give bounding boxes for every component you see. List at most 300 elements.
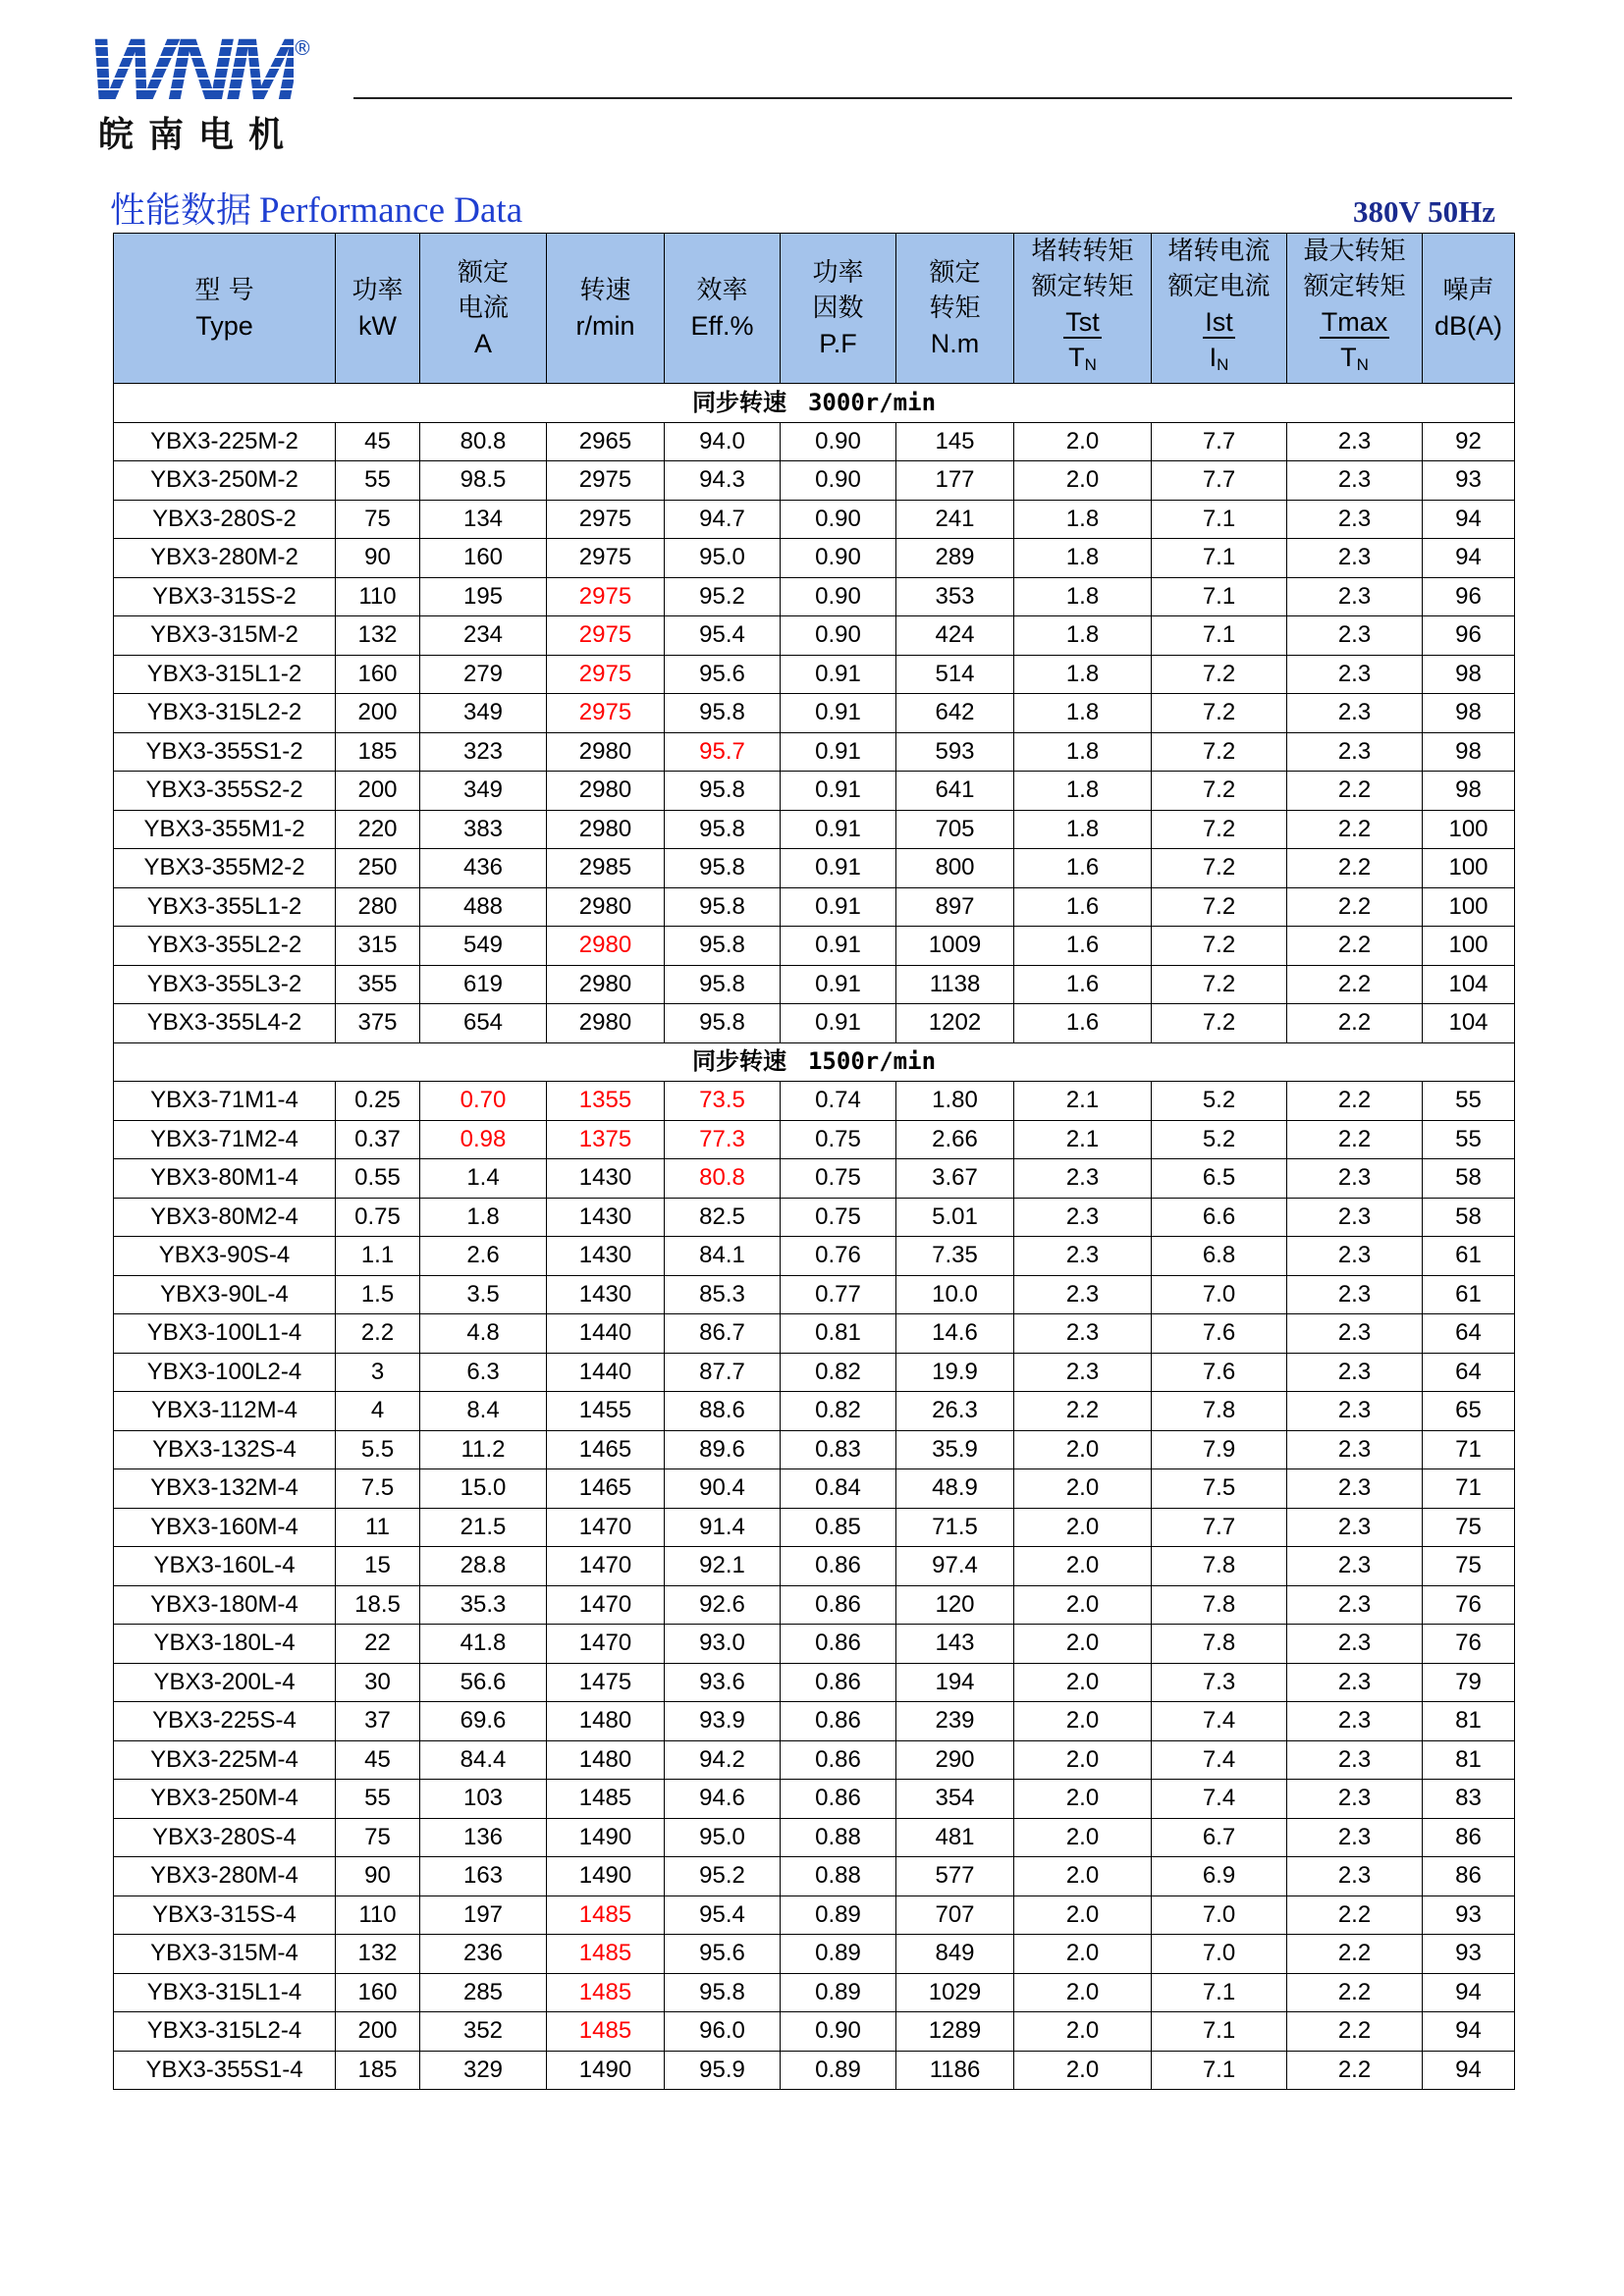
cell-efficiency: 94.6 bbox=[665, 1780, 781, 1819]
cell-noise: 100 bbox=[1423, 927, 1515, 966]
cell-locked-rotor-current-ratio: 7.0 bbox=[1152, 1896, 1287, 1935]
cell-speed: 1475 bbox=[547, 1663, 665, 1702]
cell-speed: 2975 bbox=[547, 655, 665, 694]
cell-power: 90 bbox=[336, 539, 420, 578]
cell-locked-rotor-current-ratio: 7.2 bbox=[1152, 694, 1287, 733]
cell-max-torque-ratio: 2.3 bbox=[1287, 616, 1423, 656]
cell-speed: 1430 bbox=[547, 1237, 665, 1276]
cell-speed: 1430 bbox=[547, 1159, 665, 1199]
cell-efficiency: 90.4 bbox=[665, 1469, 781, 1509]
cell-noise: 75 bbox=[1423, 1547, 1515, 1586]
cell-torque: 897 bbox=[896, 887, 1014, 927]
fraction-denominator: T bbox=[1340, 343, 1357, 372]
table-row bbox=[114, 887, 1515, 927]
cell-max-torque-ratio: 2.3 bbox=[1287, 1625, 1423, 1664]
cell-efficiency: 95.8 bbox=[665, 772, 781, 811]
header-current bbox=[420, 234, 547, 384]
table-row bbox=[114, 1159, 1515, 1199]
cell-max-torque-ratio: 2.3 bbox=[1287, 1857, 1423, 1896]
cell-power: 1.1 bbox=[336, 1237, 420, 1276]
cell-torque: 7.35 bbox=[896, 1237, 1014, 1276]
header-torque-label: 转矩 bbox=[929, 294, 981, 323]
section-row bbox=[114, 1042, 1515, 1082]
cell-max-torque-ratio: 2.3 bbox=[1287, 1780, 1423, 1819]
header-power-factor-unit: P.F bbox=[819, 329, 857, 358]
cell-power-factor: 0.90 bbox=[781, 616, 896, 656]
cell-max-torque-ratio: 2.3 bbox=[1287, 655, 1423, 694]
table-row bbox=[114, 539, 1515, 578]
cell-power-factor: 0.90 bbox=[781, 2012, 896, 2052]
cell-speed: 1490 bbox=[547, 1857, 665, 1896]
table-row bbox=[114, 2012, 1515, 2052]
cell-max-torque-ratio: 2.3 bbox=[1287, 539, 1423, 578]
cell-efficiency: 92.6 bbox=[665, 1585, 781, 1625]
cell-speed: 1485 bbox=[547, 1935, 665, 1974]
table-row bbox=[114, 1508, 1515, 1547]
cell-locked-rotor-torque-ratio: 2.0 bbox=[1014, 1585, 1152, 1625]
cell-power-factor: 0.86 bbox=[781, 1740, 896, 1780]
cell-current: 3.5 bbox=[420, 1275, 547, 1314]
cell-power-factor: 0.91 bbox=[781, 965, 896, 1004]
header-locked-rotor-torque-ratio-label: 额定转矩 bbox=[1031, 272, 1134, 301]
cell-current: 549 bbox=[420, 927, 547, 966]
section-header bbox=[114, 1042, 1515, 1082]
table-row bbox=[114, 694, 1515, 733]
cell-power-factor: 0.89 bbox=[781, 1896, 896, 1935]
cell-power-factor: 0.86 bbox=[781, 1702, 896, 1741]
cell-locked-rotor-current-ratio: 6.5 bbox=[1152, 1159, 1287, 1199]
cell-max-torque-ratio: 2.2 bbox=[1287, 1935, 1423, 1974]
cell-locked-rotor-current-ratio: 7.7 bbox=[1152, 461, 1287, 501]
table-row bbox=[114, 461, 1515, 501]
cell-type: YBX3-100L1-4 bbox=[114, 1314, 336, 1354]
cell-noise: 75 bbox=[1423, 1508, 1515, 1547]
cell-current: 28.8 bbox=[420, 1547, 547, 1586]
cell-power: 7.5 bbox=[336, 1469, 420, 1509]
cell-torque: 642 bbox=[896, 694, 1014, 733]
cell-power: 75 bbox=[336, 1818, 420, 1857]
cell-speed: 1430 bbox=[547, 1198, 665, 1237]
voltage-frequency-spec: 380V 50Hz bbox=[1353, 194, 1495, 229]
cell-power: 11 bbox=[336, 1508, 420, 1547]
cell-max-torque-ratio: 2.3 bbox=[1287, 1702, 1423, 1741]
cell-power: 5.5 bbox=[336, 1430, 420, 1469]
cell-speed: 1480 bbox=[547, 1702, 665, 1741]
page-title-en: Performance Data bbox=[259, 190, 523, 231]
cell-noise: 96 bbox=[1423, 616, 1515, 656]
cell-locked-rotor-current-ratio: 7.7 bbox=[1152, 422, 1287, 461]
cell-speed: 1470 bbox=[547, 1585, 665, 1625]
cell-type: YBX3-315S-2 bbox=[114, 577, 336, 616]
cell-efficiency: 95.9 bbox=[665, 2051, 781, 2090]
cell-current: 619 bbox=[420, 965, 547, 1004]
cell-type: YBX3-225M-2 bbox=[114, 422, 336, 461]
cell-locked-rotor-torque-ratio: 2.0 bbox=[1014, 1508, 1152, 1547]
cell-power-factor: 0.77 bbox=[781, 1275, 896, 1314]
header-locked-rotor-torque-ratio bbox=[1014, 234, 1152, 384]
cell-speed: 1470 bbox=[547, 1508, 665, 1547]
header-torque bbox=[896, 234, 1014, 384]
cell-efficiency: 85.3 bbox=[665, 1275, 781, 1314]
header-locked-rotor-current-ratio-label: 额定电流 bbox=[1167, 272, 1271, 301]
cell-type: YBX3-90L-4 bbox=[114, 1275, 336, 1314]
cell-current: 8.4 bbox=[420, 1392, 547, 1431]
cell-noise: 98 bbox=[1423, 655, 1515, 694]
cell-power-factor: 0.90 bbox=[781, 461, 896, 501]
cell-locked-rotor-torque-ratio: 2.0 bbox=[1014, 1818, 1152, 1857]
cell-type: YBX3-250M-2 bbox=[114, 461, 336, 501]
cell-power-factor: 0.91 bbox=[781, 694, 896, 733]
cell-power: 2.2 bbox=[336, 1314, 420, 1354]
cell-efficiency: 95.8 bbox=[665, 927, 781, 966]
cell-current: 98.5 bbox=[420, 461, 547, 501]
cell-power: 375 bbox=[336, 1004, 420, 1043]
cell-locked-rotor-current-ratio: 6.8 bbox=[1152, 1237, 1287, 1276]
header-locked-rotor-current-ratio-label: 堵转电流 bbox=[1167, 237, 1271, 266]
cell-max-torque-ratio: 2.2 bbox=[1287, 1120, 1423, 1159]
cell-power-factor: 0.90 bbox=[781, 577, 896, 616]
cell-torque: 707 bbox=[896, 1896, 1014, 1935]
cell-power: 45 bbox=[336, 1740, 420, 1780]
cell-speed: 1440 bbox=[547, 1314, 665, 1354]
cell-type: YBX3-180L-4 bbox=[114, 1625, 336, 1664]
cell-current: 163 bbox=[420, 1857, 547, 1896]
cell-type: YBX3-355L4-2 bbox=[114, 1004, 336, 1043]
cell-locked-rotor-torque-ratio: 1.8 bbox=[1014, 810, 1152, 849]
cell-current: 35.3 bbox=[420, 1585, 547, 1625]
cell-current: 323 bbox=[420, 732, 547, 772]
cell-max-torque-ratio: 2.2 bbox=[1287, 927, 1423, 966]
cell-current: 0.70 bbox=[420, 1082, 547, 1121]
cell-torque: 177 bbox=[896, 461, 1014, 501]
cell-type: YBX3-355L2-2 bbox=[114, 927, 336, 966]
table-row bbox=[114, 1625, 1515, 1664]
cell-noise: 94 bbox=[1423, 2012, 1515, 2052]
cell-power-factor: 0.91 bbox=[781, 849, 896, 888]
header-max-torque-ratio-label: 额定转矩 bbox=[1303, 272, 1406, 301]
cell-noise: 55 bbox=[1423, 1082, 1515, 1121]
cell-current: 1.4 bbox=[420, 1159, 547, 1199]
cell-torque: 800 bbox=[896, 849, 1014, 888]
cell-locked-rotor-torque-ratio: 1.6 bbox=[1014, 927, 1152, 966]
header-max-torque-ratio-numerator-line bbox=[1287, 304, 1422, 340]
cell-max-torque-ratio: 2.3 bbox=[1287, 1198, 1423, 1237]
cell-power: 4 bbox=[336, 1392, 420, 1431]
cell-locked-rotor-current-ratio: 7.2 bbox=[1152, 927, 1287, 966]
cell-power-factor: 0.84 bbox=[781, 1469, 896, 1509]
cell-current: 2.6 bbox=[420, 1237, 547, 1276]
cell-speed: 1470 bbox=[547, 1625, 665, 1664]
cell-max-torque-ratio: 2.2 bbox=[1287, 1973, 1423, 2012]
table-row bbox=[114, 2051, 1515, 2090]
table-row bbox=[114, 1392, 1515, 1431]
cell-power-factor: 0.89 bbox=[781, 2051, 896, 2090]
cell-noise: 93 bbox=[1423, 1896, 1515, 1935]
cell-power: 0.75 bbox=[336, 1198, 420, 1237]
cell-max-torque-ratio: 2.3 bbox=[1287, 577, 1423, 616]
cell-current: 4.8 bbox=[420, 1314, 547, 1354]
cell-speed: 1485 bbox=[547, 1973, 665, 2012]
cell-locked-rotor-torque-ratio: 2.1 bbox=[1014, 1082, 1152, 1121]
cell-speed: 1485 bbox=[547, 2012, 665, 2052]
cell-current: 195 bbox=[420, 577, 547, 616]
cell-torque: 48.9 bbox=[896, 1469, 1014, 1509]
table-row bbox=[114, 1740, 1515, 1780]
header-efficiency bbox=[665, 234, 781, 384]
cell-efficiency: 95.6 bbox=[665, 1935, 781, 1974]
table-row bbox=[114, 1935, 1515, 1974]
cell-locked-rotor-current-ratio: 7.0 bbox=[1152, 1935, 1287, 1974]
cell-efficiency: 86.7 bbox=[665, 1314, 781, 1354]
cell-locked-rotor-current-ratio: 7.8 bbox=[1152, 1625, 1287, 1664]
cell-speed: 1465 bbox=[547, 1469, 665, 1509]
header-max-torque-ratio-denominator-line bbox=[1287, 340, 1422, 383]
header-speed-label: 转速 bbox=[579, 276, 631, 305]
table-row bbox=[114, 810, 1515, 849]
cell-locked-rotor-torque-ratio: 1.8 bbox=[1014, 772, 1152, 811]
cell-locked-rotor-current-ratio: 5.2 bbox=[1152, 1120, 1287, 1159]
section-speed: 3000r/min bbox=[807, 388, 937, 416]
cell-locked-rotor-current-ratio: 7.1 bbox=[1152, 500, 1287, 539]
cell-efficiency: 94.3 bbox=[665, 461, 781, 501]
cell-speed: 2980 bbox=[547, 732, 665, 772]
cell-type: YBX3-315L2-4 bbox=[114, 2012, 336, 2052]
cell-torque: 1029 bbox=[896, 1973, 1014, 2012]
cell-torque: 289 bbox=[896, 539, 1014, 578]
cell-power-factor: 0.91 bbox=[781, 927, 896, 966]
cell-max-torque-ratio: 2.3 bbox=[1287, 461, 1423, 501]
cell-power: 0.37 bbox=[336, 1120, 420, 1159]
cell-locked-rotor-torque-ratio: 2.1 bbox=[1014, 1120, 1152, 1159]
cell-type: YBX3-355S2-2 bbox=[114, 772, 336, 811]
cell-noise: 94 bbox=[1423, 1973, 1515, 2012]
cell-current: 285 bbox=[420, 1973, 547, 2012]
cell-speed: 1490 bbox=[547, 2051, 665, 2090]
header-type-unit: Type bbox=[195, 311, 253, 341]
header-type bbox=[114, 234, 336, 384]
cell-current: 654 bbox=[420, 1004, 547, 1043]
cell-type: YBX3-90S-4 bbox=[114, 1237, 336, 1276]
table-row bbox=[114, 1430, 1515, 1469]
cell-type: YBX3-160L-4 bbox=[114, 1547, 336, 1586]
cell-locked-rotor-torque-ratio: 2.0 bbox=[1014, 1702, 1152, 1741]
cell-locked-rotor-current-ratio: 5.2 bbox=[1152, 1082, 1287, 1121]
table-row bbox=[114, 1314, 1515, 1354]
header-speed bbox=[547, 234, 665, 384]
cell-efficiency: 94.7 bbox=[665, 500, 781, 539]
table-row bbox=[114, 616, 1515, 656]
cell-locked-rotor-current-ratio: 7.1 bbox=[1152, 2012, 1287, 2052]
header-locked-rotor-current-ratio-numerator-line bbox=[1152, 304, 1286, 340]
cell-noise: 100 bbox=[1423, 810, 1515, 849]
header-power-factor bbox=[781, 234, 896, 384]
cell-efficiency: 92.1 bbox=[665, 1547, 781, 1586]
cell-locked-rotor-torque-ratio: 2.0 bbox=[1014, 1896, 1152, 1935]
cell-speed: 1485 bbox=[547, 1896, 665, 1935]
cell-locked-rotor-current-ratio: 7.8 bbox=[1152, 1547, 1287, 1586]
header-power-factor-label: 因数 bbox=[812, 294, 864, 323]
cell-type: YBX3-160M-4 bbox=[114, 1508, 336, 1547]
cell-power: 37 bbox=[336, 1702, 420, 1741]
cell-power: 200 bbox=[336, 772, 420, 811]
cell-noise: 104 bbox=[1423, 1004, 1515, 1043]
table-row bbox=[114, 965, 1515, 1004]
cell-max-torque-ratio: 2.3 bbox=[1287, 1275, 1423, 1314]
cell-current: 197 bbox=[420, 1896, 547, 1935]
cell-type: YBX3-80M2-4 bbox=[114, 1198, 336, 1237]
cell-torque: 35.9 bbox=[896, 1430, 1014, 1469]
cell-power-factor: 0.81 bbox=[781, 1314, 896, 1354]
cell-speed: 2980 bbox=[547, 1004, 665, 1043]
header-power-factor-label: 功率 bbox=[812, 258, 864, 288]
cell-noise: 98 bbox=[1423, 694, 1515, 733]
cell-speed: 2980 bbox=[547, 810, 665, 849]
cell-locked-rotor-torque-ratio: 1.6 bbox=[1014, 965, 1152, 1004]
cell-torque: 354 bbox=[896, 1780, 1014, 1819]
table-row bbox=[114, 1896, 1515, 1935]
cell-power-factor: 0.91 bbox=[781, 772, 896, 811]
cell-speed: 2980 bbox=[547, 965, 665, 1004]
cell-efficiency: 93.6 bbox=[665, 1663, 781, 1702]
cell-power-factor: 0.90 bbox=[781, 539, 896, 578]
header-type-label: 型 号 bbox=[194, 276, 254, 305]
cell-type: YBX3-225S-4 bbox=[114, 1702, 336, 1741]
cell-efficiency: 95.6 bbox=[665, 655, 781, 694]
section-label: 同步转速 bbox=[691, 1047, 786, 1076]
cell-power: 315 bbox=[336, 927, 420, 966]
cell-power: 220 bbox=[336, 810, 420, 849]
cell-torque: 120 bbox=[896, 1585, 1014, 1625]
cell-locked-rotor-torque-ratio: 1.6 bbox=[1014, 1004, 1152, 1043]
cell-power-factor: 0.89 bbox=[781, 1935, 896, 1974]
table-row bbox=[114, 1198, 1515, 1237]
cell-type: YBX3-132M-4 bbox=[114, 1469, 336, 1509]
cell-locked-rotor-torque-ratio: 2.3 bbox=[1014, 1275, 1152, 1314]
cell-torque: 239 bbox=[896, 1702, 1014, 1741]
table-row bbox=[114, 732, 1515, 772]
fraction-numerator: Tst bbox=[1065, 307, 1100, 337]
cell-torque: 353 bbox=[896, 577, 1014, 616]
cell-noise: 86 bbox=[1423, 1857, 1515, 1896]
cell-type: YBX3-355S1-4 bbox=[114, 2051, 336, 2090]
cell-efficiency: 93.0 bbox=[665, 1625, 781, 1664]
table-row bbox=[114, 577, 1515, 616]
cell-power: 250 bbox=[336, 849, 420, 888]
header-noise bbox=[1423, 234, 1515, 384]
cell-power-factor: 0.91 bbox=[781, 655, 896, 694]
fraction-subscript: N bbox=[1084, 355, 1097, 374]
cell-torque: 14.6 bbox=[896, 1314, 1014, 1354]
cell-max-torque-ratio: 2.2 bbox=[1287, 810, 1423, 849]
header-current-label: 额定 bbox=[457, 258, 509, 288]
cell-locked-rotor-torque-ratio: 2.0 bbox=[1014, 1857, 1152, 1896]
section-header bbox=[114, 384, 1515, 423]
cell-power-factor: 0.76 bbox=[781, 1237, 896, 1276]
cell-current: 1.8 bbox=[420, 1198, 547, 1237]
cell-efficiency: 95.8 bbox=[665, 1004, 781, 1043]
cell-current: 84.4 bbox=[420, 1740, 547, 1780]
table-row bbox=[114, 500, 1515, 539]
cell-max-torque-ratio: 2.2 bbox=[1287, 887, 1423, 927]
cell-power: 30 bbox=[336, 1663, 420, 1702]
cell-noise: 58 bbox=[1423, 1198, 1515, 1237]
cell-power-factor: 0.91 bbox=[781, 887, 896, 927]
cell-efficiency: 95.4 bbox=[665, 616, 781, 656]
cell-power: 355 bbox=[336, 965, 420, 1004]
table-row bbox=[114, 772, 1515, 811]
cell-type: YBX3-80M1-4 bbox=[114, 1159, 336, 1199]
cell-torque: 26.3 bbox=[896, 1392, 1014, 1431]
cell-max-torque-ratio: 2.3 bbox=[1287, 1585, 1423, 1625]
cell-power-factor: 0.86 bbox=[781, 1663, 896, 1702]
fraction-numerator: Ist bbox=[1205, 307, 1233, 337]
cell-max-torque-ratio: 2.2 bbox=[1287, 849, 1423, 888]
cell-max-torque-ratio: 2.3 bbox=[1287, 422, 1423, 461]
cell-noise: 96 bbox=[1423, 577, 1515, 616]
cell-noise: 104 bbox=[1423, 965, 1515, 1004]
cell-type: YBX3-180M-4 bbox=[114, 1585, 336, 1625]
cell-current: 349 bbox=[420, 772, 547, 811]
header-power-label: 功率 bbox=[352, 276, 404, 305]
cell-locked-rotor-torque-ratio: 2.0 bbox=[1014, 1973, 1152, 2012]
cell-noise: 93 bbox=[1423, 1935, 1515, 1974]
cell-torque: 1.80 bbox=[896, 1082, 1014, 1121]
cell-current: 329 bbox=[420, 2051, 547, 2090]
header-efficiency-unit: Eff.% bbox=[690, 311, 754, 341]
cell-speed: 1455 bbox=[547, 1392, 665, 1431]
cell-locked-rotor-current-ratio: 7.2 bbox=[1152, 732, 1287, 772]
table-row bbox=[114, 1547, 1515, 1586]
cell-locked-rotor-current-ratio: 6.7 bbox=[1152, 1818, 1287, 1857]
cell-locked-rotor-current-ratio: 7.9 bbox=[1152, 1430, 1287, 1469]
cell-max-torque-ratio: 2.2 bbox=[1287, 2012, 1423, 2052]
cell-max-torque-ratio: 2.3 bbox=[1287, 1663, 1423, 1702]
cell-efficiency: 80.8 bbox=[665, 1159, 781, 1199]
fraction-subscript: N bbox=[1217, 355, 1229, 374]
cell-efficiency: 89.6 bbox=[665, 1430, 781, 1469]
cell-noise: 94 bbox=[1423, 500, 1515, 539]
cell-power: 1.5 bbox=[336, 1275, 420, 1314]
section-speed: 1500r/min bbox=[807, 1047, 937, 1076]
cell-noise: 76 bbox=[1423, 1585, 1515, 1625]
cell-locked-rotor-torque-ratio: 2.0 bbox=[1014, 1547, 1152, 1586]
cell-noise: 93 bbox=[1423, 461, 1515, 501]
cell-efficiency: 93.9 bbox=[665, 1702, 781, 1741]
cell-power-factor: 0.75 bbox=[781, 1159, 896, 1199]
cell-current: 136 bbox=[420, 1818, 547, 1857]
cell-locked-rotor-current-ratio: 7.2 bbox=[1152, 772, 1287, 811]
table-row bbox=[114, 1663, 1515, 1702]
cell-current: 80.8 bbox=[420, 422, 547, 461]
cell-power-factor: 0.90 bbox=[781, 422, 896, 461]
cell-torque: 481 bbox=[896, 1818, 1014, 1857]
cell-locked-rotor-current-ratio: 7.8 bbox=[1152, 1392, 1287, 1431]
cell-locked-rotor-torque-ratio: 1.8 bbox=[1014, 694, 1152, 733]
cell-locked-rotor-current-ratio: 7.6 bbox=[1152, 1314, 1287, 1354]
cell-efficiency: 94.0 bbox=[665, 422, 781, 461]
table-row bbox=[114, 1818, 1515, 1857]
cell-current: 134 bbox=[420, 500, 547, 539]
cell-max-torque-ratio: 2.3 bbox=[1287, 1237, 1423, 1276]
cell-torque: 849 bbox=[896, 1935, 1014, 1974]
cell-power-factor: 0.82 bbox=[781, 1353, 896, 1392]
cell-noise: 64 bbox=[1423, 1353, 1515, 1392]
cell-type: YBX3-355L1-2 bbox=[114, 887, 336, 927]
table-row bbox=[114, 1857, 1515, 1896]
cell-noise: 81 bbox=[1423, 1740, 1515, 1780]
cell-locked-rotor-torque-ratio: 1.8 bbox=[1014, 616, 1152, 656]
table-row bbox=[114, 1004, 1515, 1043]
